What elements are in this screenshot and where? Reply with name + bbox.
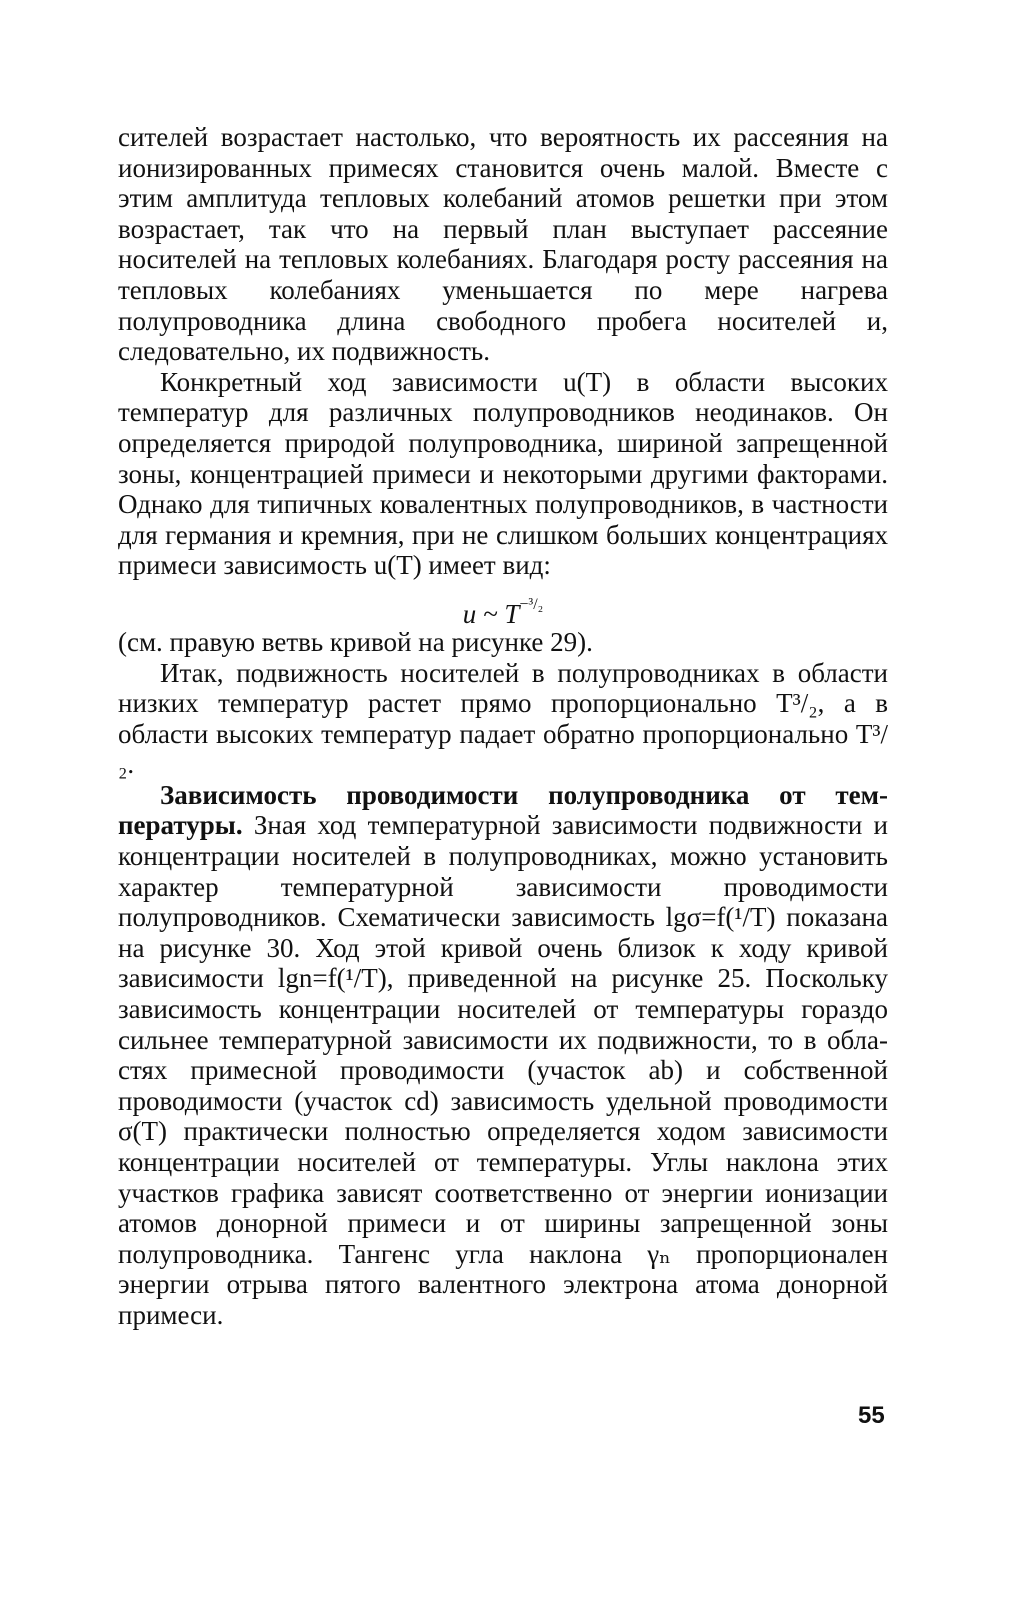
paragraph-5 xyxy=(118,780,888,1331)
section-heading: Зависимость проводимости полупроводника от температуры. xyxy=(118,779,888,841)
formula-mobility xyxy=(118,585,888,629)
paragraph-3: (см. правую ветвь кривой на рисунке 29). xyxy=(118,626,593,657)
body-text xyxy=(118,122,888,1331)
formula-base: u ~ T xyxy=(462,598,520,629)
page-number: 55 xyxy=(858,1402,885,1429)
paragraph-5-body: Зная ход температурной зависимости подвижности и концентрации носителей в полупроводниках, можно установить характер температурной зависимости проводимости полупроводников. Схематически зависимость lgσ=f(¹/T) показана на рисунке 30. Ход этой кривой очень близок к ходу кривой зависимости lgn=f(¹/T), приведенной на рисунке 25. Поскольку зависимость концентрации носителей от температуры гораздо сильнее температурной зависимости их подвижности, то в областях примесной проводимости (участок ab) и собственной проводимости (участок cd) зависимость удельной проводимости σ(T) практически полностью определяется ходом зависимости концентрации носителей от температуры. Углы наклона этих участков графика зависят соответственно от энергии ионизации атомов донорной примеси и от ширины запрещенной зоны полупроводника. Тангенс угла наклона γₙ пропорционален энергии отрыва пятого валентного электрона атома донорной примеси. xyxy=(118,810,888,1330)
paragraph-4: Итак, подвижность носителей в полупроводниках в области низких температур растет прямо пропорционально T³/₂, а в области высоких температур падает обратно пропорционально T³/₂. xyxy=(118,657,888,780)
paragraph-1: сителей возрастает настолько, что вероятность их рассеяния на ионизированных примесях становится очень малой. Вместе с этим амплитуда тепловых колебаний атомов решетки при этом возрастает, так что на первый план выступает рассеяние носителей на тепловых колебаниях. Благодаря росту рассеяния на тепловых колебаниях уменьшается по мере нагрева полупроводника длина свободного пробега носителей и, следовательно, их подвижность. xyxy=(118,122,888,367)
formula-exponent: −³/₂ xyxy=(519,595,544,613)
paragraph-2: Конкретный ход зависимости u(T) в области высоких температур для различных полупроводников неодинаков. Он определяется природой полупроводника, шириной запрещенной зоны, концентрацией примеси и некоторыми другими факторами. Однако для типичных ковалентных полупроводников, в частности для германия и кремния, при не слишком больших концентрациях примеси зависимость u(T) имеет вид: xyxy=(118,366,888,581)
